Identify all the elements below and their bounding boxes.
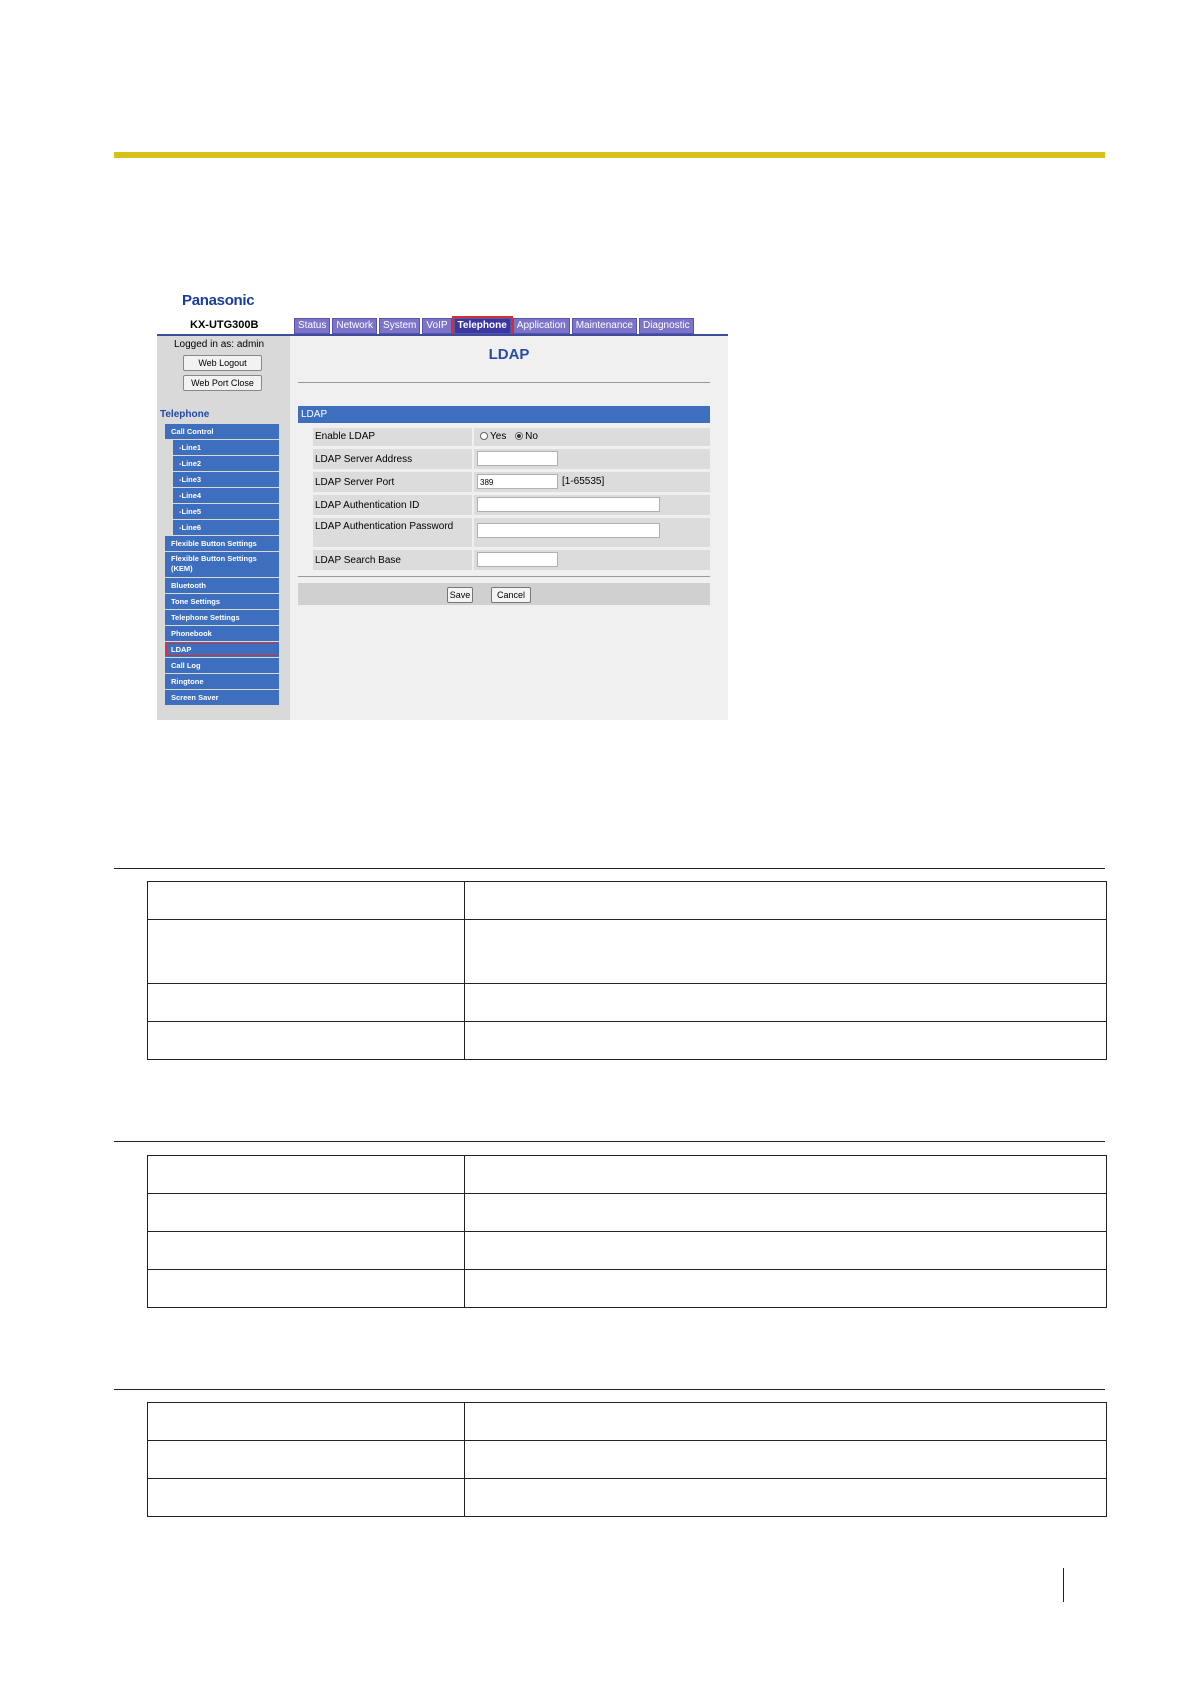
- table-row: [148, 1479, 1107, 1517]
- table-1: [147, 881, 1107, 1060]
- auth-password-input[interactable]: [477, 523, 660, 538]
- table-row: [148, 1232, 1107, 1270]
- tab-maintenance[interactable]: Maintenance: [572, 318, 637, 334]
- cancel-button[interactable]: Cancel: [491, 587, 531, 603]
- model-name: KX-UTG300B: [190, 319, 259, 331]
- auth-id-input[interactable]: [477, 497, 660, 512]
- sidebar-item-line6[interactable]: -Line6: [173, 520, 279, 535]
- table-row: [148, 1403, 1107, 1441]
- enable-ldap-yes-label: Yes: [490, 431, 507, 442]
- server-port-input[interactable]: 389: [477, 474, 558, 489]
- tab-system[interactable]: System: [379, 318, 420, 334]
- server-address-label: LDAP Server Address: [313, 449, 472, 469]
- enable-ldap-options: [474, 428, 710, 446]
- enable-ldap-no-label: No: [525, 431, 538, 442]
- sidebar-item-line1[interactable]: -Line1: [173, 440, 279, 455]
- web-port-close-button[interactable]: Web Port Close: [183, 375, 262, 391]
- tab-telephone[interactable]: Telephone: [454, 318, 511, 334]
- table-row: [148, 1022, 1107, 1060]
- sidebar-item-line4[interactable]: -Line4: [173, 488, 279, 503]
- search-base-cell: [474, 550, 710, 570]
- search-base-input[interactable]: [477, 552, 558, 567]
- table-row: [148, 984, 1107, 1022]
- auth-password-cell: [474, 518, 710, 547]
- auth-password-label: LDAP Authentication Password: [313, 518, 472, 547]
- button-bar: [298, 583, 710, 605]
- table-row: [148, 1194, 1107, 1232]
- tab-status[interactable]: Status: [294, 318, 330, 334]
- auth-id-label: LDAP Authentication ID: [313, 495, 472, 515]
- auth-password-row: [313, 518, 710, 547]
- section-rule-3: [114, 1389, 1105, 1390]
- server-port-label: LDAP Server Port: [313, 472, 472, 492]
- sidebar-item-ringtone[interactable]: Ringtone: [165, 674, 279, 689]
- enable-ldap-no-radio[interactable]: [515, 432, 523, 440]
- sidebar-item-telephone-settings[interactable]: Telephone Settings: [165, 610, 279, 625]
- table-row: [148, 1441, 1107, 1479]
- section-rule-2: [114, 1141, 1105, 1142]
- tab-application[interactable]: Application: [513, 318, 570, 334]
- tab-network[interactable]: Network: [332, 318, 377, 334]
- server-address-input[interactable]: [477, 451, 558, 466]
- logged-in-text: Logged in as: admin: [174, 339, 265, 350]
- auth-id-cell: [474, 495, 710, 515]
- divider-bottom: [298, 576, 710, 577]
- table-row: [148, 882, 1107, 920]
- sidebar-item-call-control[interactable]: Call Control: [165, 424, 279, 439]
- page-title: LDAP: [488, 346, 530, 363]
- sidebar-menu: [165, 424, 279, 706]
- sidebar-item-phonebook[interactable]: Phonebook: [165, 626, 279, 641]
- server-address-cell: [474, 449, 710, 469]
- sidebar-item-bluetooth[interactable]: Bluetooth: [165, 578, 279, 593]
- server-port-row: [313, 472, 710, 492]
- sidebar-item-flexible-button-settings-kem[interactable]: Flexible Button Settings (KEM): [165, 552, 279, 577]
- tab-voip[interactable]: VoIP: [422, 318, 451, 334]
- sidebar-title: Telephone: [160, 409, 210, 420]
- save-button[interactable]: Save: [447, 587, 473, 603]
- main-panel: [290, 336, 728, 720]
- section-rule-1: [114, 868, 1105, 869]
- sidebar-item-call-log[interactable]: Call Log: [165, 658, 279, 673]
- enable-ldap-yes-radio[interactable]: [480, 432, 488, 440]
- web-logout-button[interactable]: Web Logout: [183, 355, 262, 371]
- auth-id-row: [313, 495, 710, 515]
- server-port-cell: [474, 472, 710, 492]
- sidebar-item-line3[interactable]: -Line3: [173, 472, 279, 487]
- header-rule: [114, 152, 1105, 158]
- page-number-divider: [1063, 1568, 1064, 1602]
- search-base-label: LDAP Search Base: [313, 550, 472, 570]
- top-tabs: [294, 318, 694, 334]
- table-3: [147, 1402, 1107, 1517]
- sidebar: [157, 336, 290, 720]
- section-header: LDAP: [298, 406, 710, 423]
- sidebar-item-screen-saver[interactable]: Screen Saver: [165, 690, 279, 705]
- enable-ldap-label: Enable LDAP: [313, 428, 472, 446]
- table-row: [148, 920, 1107, 984]
- server-port-range: [1-65535]: [562, 476, 605, 487]
- search-base-row: [313, 550, 710, 570]
- sidebar-item-tone-settings[interactable]: Tone Settings: [165, 594, 279, 609]
- enable-ldap-row: [313, 428, 710, 446]
- sidebar-item-line5[interactable]: -Line5: [173, 504, 279, 519]
- web-ui-screenshot: [157, 285, 728, 720]
- sidebar-item-flexible-button-settings[interactable]: Flexible Button Settings: [165, 536, 279, 551]
- brand-logo: Panasonic: [182, 292, 255, 309]
- table-2: [147, 1155, 1107, 1308]
- sidebar-item-ldap[interactable]: LDAP: [165, 642, 279, 657]
- divider: [298, 382, 710, 383]
- server-address-row: [313, 449, 710, 469]
- sidebar-item-line2[interactable]: -Line2: [173, 456, 279, 471]
- table-row: [148, 1156, 1107, 1194]
- tab-diagnostic[interactable]: Diagnostic: [639, 318, 694, 334]
- table-row: [148, 1270, 1107, 1308]
